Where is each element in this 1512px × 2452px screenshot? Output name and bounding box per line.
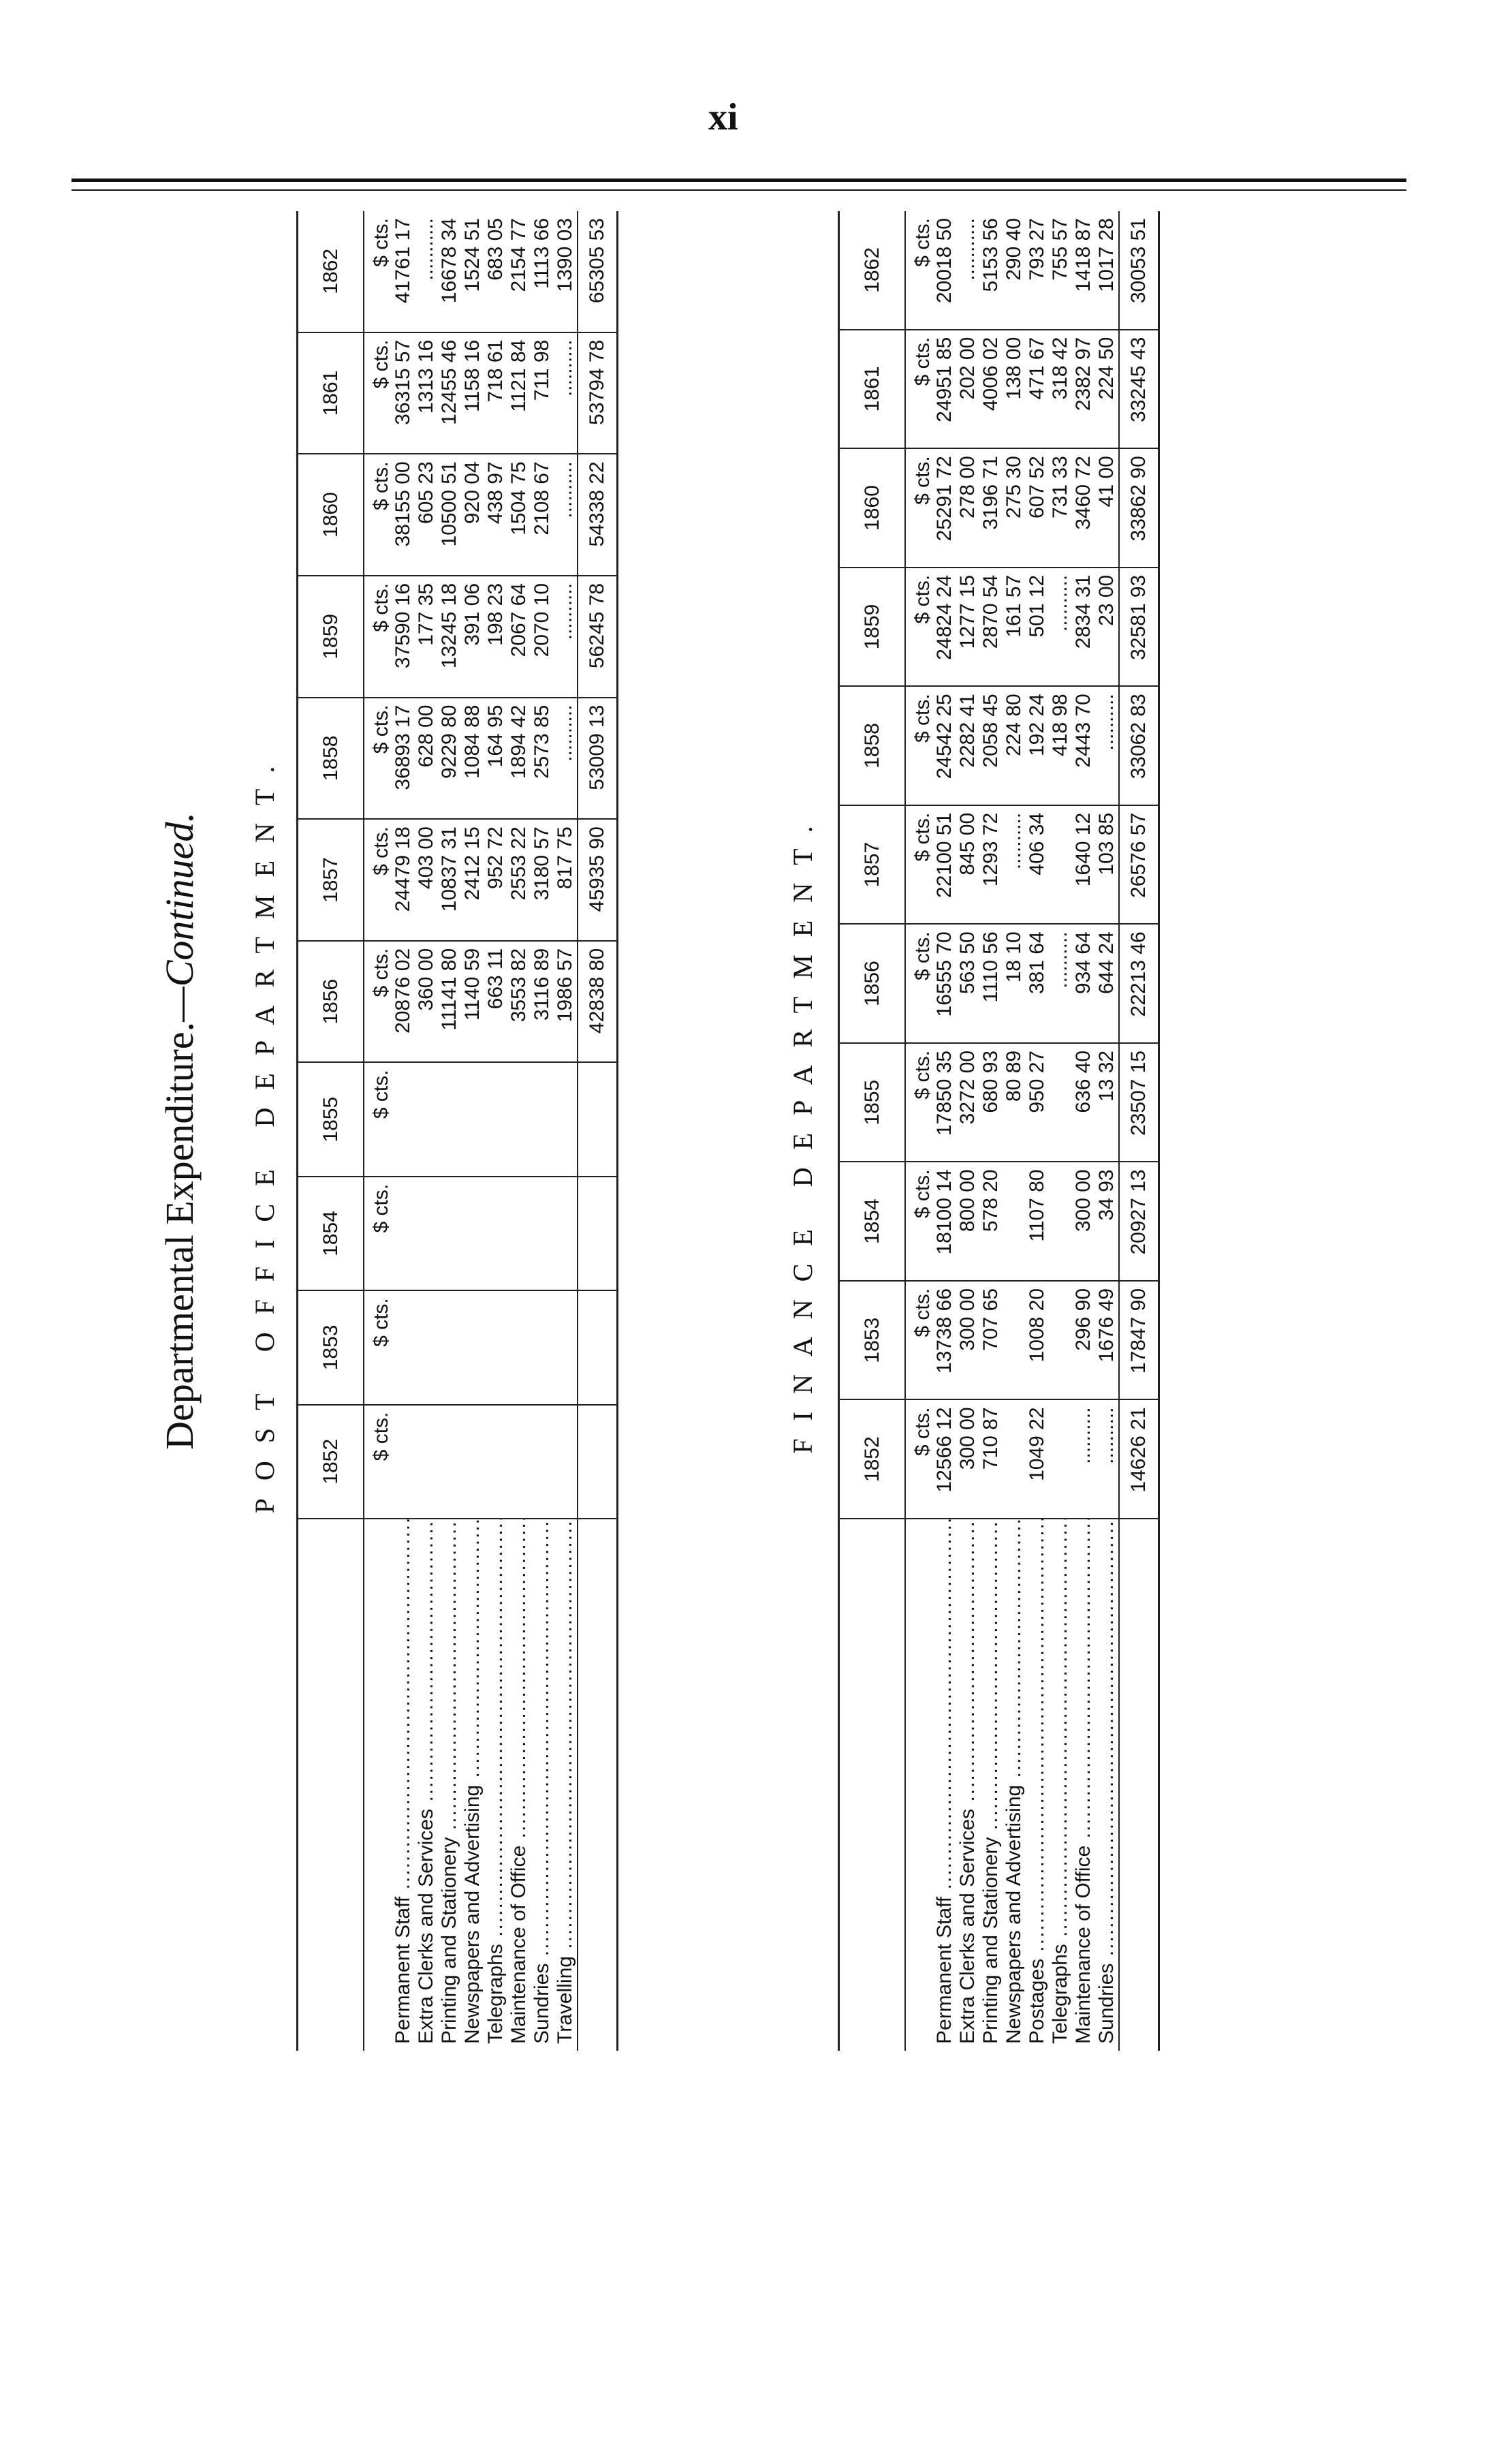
amount-cell: 438 97 — [484, 454, 507, 576]
amount-cell: 1504 75 — [507, 454, 531, 576]
amount-cell: 224 50 — [1095, 330, 1119, 449]
amount-cell: 644 24 — [1095, 924, 1119, 1043]
table-row — [392, 211, 415, 2051]
amount-cell: 24824 24 — [933, 568, 956, 687]
amount-cell: 381 64 — [1026, 924, 1049, 1043]
amount-cell: 37590 16 — [392, 576, 415, 698]
year-header: 1860 — [839, 448, 906, 568]
total-cell: 54338 22 — [578, 454, 618, 576]
row-label: Travelling ..... — [554, 1519, 578, 2051]
year-header: 1857 — [298, 819, 364, 941]
table-row — [461, 211, 484, 2051]
unit-cell: $ cts. — [364, 1062, 392, 1176]
table-row — [956, 211, 979, 2051]
amount-cell: 224 80 — [1003, 686, 1026, 805]
amount-cell — [415, 1177, 438, 1290]
amount-cell: 9229 80 — [438, 698, 461, 820]
amount-cell — [554, 1062, 578, 1176]
title-main: Departmental Expenditure. — [157, 1021, 202, 1450]
amount-cell: 1894 42 — [507, 698, 531, 820]
amount-cell: .......... — [1049, 924, 1072, 1043]
amount-cell: 952 72 — [484, 819, 507, 941]
row-label: Maintenance of Office ..... — [1072, 1519, 1095, 2051]
total-cell: 20927 13 — [1119, 1162, 1159, 1281]
amount-cell: 934 64 — [1072, 924, 1095, 1043]
total-row — [578, 211, 618, 2051]
amount-cell: 2412 15 — [461, 819, 484, 941]
total-cell — [578, 1405, 618, 1519]
total-cell: 14626 21 — [1119, 1399, 1159, 1519]
amount-cell: 17850 35 — [933, 1043, 956, 1162]
amount-cell — [438, 1405, 461, 1519]
amount-cell: 605 23 — [415, 454, 438, 576]
row-label: Maintenance of Office ..... — [507, 1519, 531, 2051]
rotated-table-page — [157, 211, 1451, 2051]
amount-cell — [484, 1177, 507, 1290]
amount-cell: .......... — [554, 698, 578, 820]
amount-cell: 13738 66 — [933, 1281, 956, 1400]
amount-cell: 2108 67 — [531, 454, 554, 576]
amount-cell: 501 12 — [1026, 568, 1049, 687]
amount-cell — [554, 1177, 578, 1290]
amount-cell: 24951 85 — [933, 330, 956, 449]
amount-cell: 683 05 — [484, 211, 507, 332]
unit-row — [905, 211, 933, 2051]
unit-cell: $ cts. — [905, 1399, 933, 1519]
amount-cell: 1277 15 — [956, 568, 979, 687]
amount-cell: .......... — [554, 332, 578, 454]
amount-cell: 38155 00 — [392, 454, 415, 576]
year-header: 1856 — [839, 924, 906, 1043]
row-label: Extra Clerks and Services ..... — [956, 1519, 979, 2051]
total-cell: 17847 90 — [1119, 1281, 1159, 1400]
finance-table — [838, 211, 1160, 2051]
amount-cell: 607 52 — [1026, 448, 1049, 568]
amount-cell: 1676 49 — [1095, 1281, 1119, 1400]
unit-cell: $ cts. — [364, 941, 392, 1063]
table-row — [484, 211, 507, 2051]
amount-cell: 2070 10 — [531, 576, 554, 698]
amount-cell: 636 40 — [1072, 1043, 1095, 1162]
amount-cell — [484, 1405, 507, 1519]
year-header: 1856 — [298, 941, 364, 1063]
amount-cell: 1084 88 — [461, 698, 484, 820]
amount-cell — [1049, 1162, 1072, 1281]
post-office-table — [296, 211, 618, 2051]
unit-cell: $ cts. — [905, 1162, 933, 1281]
year-header: 1860 — [298, 454, 364, 576]
total-cell: 33062 83 — [1119, 686, 1159, 805]
row-label: Sundries ..... — [1095, 1519, 1119, 2051]
year-header: 1855 — [839, 1043, 906, 1162]
row-label: Newspapers and Advertising ..... — [461, 1519, 484, 2051]
amount-cell: 1524 51 — [461, 211, 484, 332]
table-row — [979, 211, 1003, 2051]
unit-cell: $ cts. — [905, 924, 933, 1043]
amount-cell: 418 98 — [1049, 686, 1072, 805]
amount-cell: 2282 41 — [956, 686, 979, 805]
amount-cell — [507, 1177, 531, 1290]
amount-cell: 275 30 — [1003, 448, 1026, 568]
unit-row-label — [364, 1519, 392, 2051]
amount-cell — [531, 1177, 554, 1290]
total-cell: 33245 43 — [1119, 330, 1159, 449]
table-row — [1072, 211, 1095, 2051]
year-header: 1852 — [298, 1405, 364, 1519]
total-cell: 30053 51 — [1119, 211, 1159, 330]
amount-cell: 1293 72 — [979, 805, 1003, 925]
row-label: Sundries ..... — [531, 1519, 554, 2051]
total-cell: 32581 93 — [1119, 568, 1159, 687]
amount-cell: 198 23 — [484, 576, 507, 698]
table-row — [507, 211, 531, 2051]
amount-cell: 24542 25 — [933, 686, 956, 805]
page-title — [157, 211, 202, 2051]
amount-cell: 1418 87 — [1072, 211, 1095, 330]
amount-cell: 800 00 — [956, 1162, 979, 1281]
amount-cell: 11141 80 — [438, 941, 461, 1063]
unit-cell: $ cts. — [905, 330, 933, 449]
amount-cell — [438, 1290, 461, 1404]
amount-cell: 3196 71 — [979, 448, 1003, 568]
year-header: 1855 — [298, 1062, 364, 1176]
amount-cell: 2573 85 — [531, 698, 554, 820]
year-header: 1861 — [298, 332, 364, 454]
amount-cell: 4006 02 — [979, 330, 1003, 449]
amount-cell: 1113 66 — [531, 211, 554, 332]
total-row-label — [1119, 1519, 1159, 2051]
total-row-label — [578, 1519, 618, 2051]
unit-cell: $ cts. — [364, 576, 392, 698]
amount-cell — [1003, 1281, 1026, 1400]
amount-cell: 22100 51 — [933, 805, 956, 925]
amount-cell — [507, 1062, 531, 1176]
total-cell: 22213 46 — [1119, 924, 1159, 1043]
total-cell: 56245 78 — [578, 576, 618, 698]
unit-cell: $ cts. — [364, 1290, 392, 1404]
amount-cell — [484, 1062, 507, 1176]
header-rule-thick — [72, 179, 1406, 182]
amount-cell: 300 00 — [1072, 1162, 1095, 1281]
year-header: 1852 — [839, 1399, 906, 1519]
amount-cell: 403 00 — [415, 819, 438, 941]
year-header: 1854 — [298, 1177, 364, 1290]
year-header-row — [298, 211, 364, 2051]
amount-cell: 2870 54 — [979, 568, 1003, 687]
amount-cell: 950 27 — [1026, 1043, 1049, 1162]
amount-cell — [1003, 1162, 1026, 1281]
table-row — [554, 211, 578, 2051]
amount-cell: 278 00 — [956, 448, 979, 568]
amount-cell: 1017 28 — [1095, 211, 1119, 330]
total-cell: 33862 90 — [1119, 448, 1159, 568]
table-row — [415, 211, 438, 2051]
row-label: Permanent Staff ..... — [392, 1519, 415, 2051]
amount-cell — [461, 1062, 484, 1176]
year-header: 1858 — [298, 698, 364, 820]
total-cell — [578, 1177, 618, 1290]
amount-cell: 406 34 — [1026, 805, 1049, 925]
amount-cell: 3272 00 — [956, 1043, 979, 1162]
amount-cell — [392, 1062, 415, 1176]
unit-cell: $ cts. — [364, 211, 392, 332]
year-header: 1858 — [839, 686, 906, 805]
amount-cell: 731 33 — [1049, 448, 1072, 568]
table-row — [438, 211, 461, 2051]
row-label: Permanent Staff ..... — [933, 1519, 956, 2051]
unit-row — [364, 211, 392, 2051]
amount-cell: 3553 82 — [507, 941, 531, 1063]
amount-cell — [392, 1405, 415, 1519]
amount-cell — [461, 1177, 484, 1290]
unit-cell: $ cts. — [364, 1177, 392, 1290]
total-cell — [578, 1062, 618, 1176]
amount-cell: 2834 31 — [1072, 568, 1095, 687]
amount-cell: .......... — [1049, 568, 1072, 687]
amount-cell: 663 11 — [484, 941, 507, 1063]
amount-cell — [484, 1290, 507, 1404]
amount-cell: 16555 70 — [933, 924, 956, 1043]
amount-cell: 138 00 — [1003, 330, 1026, 449]
amount-cell: 920 04 — [461, 454, 484, 576]
amount-cell: 10837 31 — [438, 819, 461, 941]
year-header: 1862 — [839, 211, 906, 330]
amount-cell — [461, 1405, 484, 1519]
unit-row-label — [905, 1519, 933, 2051]
unit-cell: $ cts. — [364, 698, 392, 820]
unit-cell: $ cts. — [905, 686, 933, 805]
amount-cell: 80 89 — [1003, 1043, 1026, 1162]
row-label: Extra Clerks and Services ..... — [415, 1519, 438, 2051]
amount-cell — [507, 1290, 531, 1404]
amount-cell: .......... — [1072, 1399, 1095, 1519]
amount-cell — [392, 1290, 415, 1404]
amount-cell: 2553 22 — [507, 819, 531, 941]
amount-cell: 41 00 — [1095, 448, 1119, 568]
unit-cell: $ cts. — [905, 211, 933, 330]
amount-cell: 2154 77 — [507, 211, 531, 332]
year-header: 1857 — [839, 805, 906, 925]
table-row — [1049, 211, 1072, 2051]
amount-cell: 318 42 — [1049, 330, 1072, 449]
amount-cell: 36893 17 — [392, 698, 415, 820]
amount-cell: 1390 03 — [554, 211, 578, 332]
amount-cell — [438, 1177, 461, 1290]
amount-cell: 1107 80 — [1026, 1162, 1049, 1281]
row-label: Postages ..... — [1026, 1519, 1049, 2051]
post-office-heading: POST OFFICE DEPARTMENT. — [249, 748, 280, 1514]
amount-cell: .......... — [1095, 1399, 1119, 1519]
amount-cell: 1313 16 — [415, 332, 438, 454]
amount-cell: .......... — [554, 576, 578, 698]
total-row — [1119, 211, 1159, 2051]
year-header-row — [839, 211, 906, 2051]
amount-cell — [507, 1405, 531, 1519]
amount-cell: 1110 56 — [979, 924, 1003, 1043]
title-continued: —Continued. — [157, 812, 202, 1022]
label-column-header — [298, 1519, 364, 2051]
amount-cell: 360 00 — [415, 941, 438, 1063]
amount-cell: 103 85 — [1095, 805, 1119, 925]
amount-cell: 20876 02 — [392, 941, 415, 1063]
amount-cell: 20018 50 — [933, 211, 956, 330]
amount-cell: 41761 17 — [392, 211, 415, 332]
amount-cell — [531, 1405, 554, 1519]
amount-cell: 34 93 — [1095, 1162, 1119, 1281]
amount-cell: 161 57 — [1003, 568, 1026, 687]
table-row — [531, 211, 554, 2051]
amount-cell: 391 06 — [461, 576, 484, 698]
unit-cell: $ cts. — [905, 568, 933, 687]
amount-cell: 192 24 — [1026, 686, 1049, 805]
amount-cell: 578 20 — [979, 1162, 1003, 1281]
header-rule-thin — [72, 189, 1406, 191]
amount-cell: 2058 45 — [979, 686, 1003, 805]
label-column-header — [839, 1519, 906, 2051]
amount-cell: 2443 70 — [1072, 686, 1095, 805]
amount-cell: 711 98 — [531, 332, 554, 454]
amount-cell: 3180 57 — [531, 819, 554, 941]
year-header: 1854 — [839, 1162, 906, 1281]
amount-cell: 13 32 — [1095, 1043, 1119, 1162]
year-header: 1859 — [298, 576, 364, 698]
amount-cell: 2382 97 — [1072, 330, 1095, 449]
amount-cell: 3116 89 — [531, 941, 554, 1063]
amount-cell: 296 90 — [1072, 1281, 1095, 1400]
amount-cell: 1158 16 — [461, 332, 484, 454]
amount-cell: 25291 72 — [933, 448, 956, 568]
amount-cell: 18100 14 — [933, 1162, 956, 1281]
unit-cell: $ cts. — [364, 819, 392, 941]
row-label: Newspapers and Advertising ..... — [1003, 1519, 1026, 2051]
amount-cell — [1049, 805, 1072, 925]
amount-cell: 680 93 — [979, 1043, 1003, 1162]
total-cell: 53009 13 — [578, 698, 618, 820]
amount-cell — [531, 1062, 554, 1176]
amount-cell: 718 61 — [484, 332, 507, 454]
total-cell — [578, 1290, 618, 1404]
amount-cell — [1049, 1399, 1072, 1519]
amount-cell — [1049, 1281, 1072, 1400]
amount-cell: ........... — [415, 211, 438, 332]
unit-cell: $ cts. — [905, 448, 933, 568]
unit-cell: $ cts. — [905, 1281, 933, 1400]
table-row — [1003, 211, 1026, 2051]
amount-cell: .......... — [554, 454, 578, 576]
year-header: 1859 — [839, 568, 906, 687]
amount-cell: 628 00 — [415, 698, 438, 820]
year-header: 1862 — [298, 211, 364, 332]
row-label: Printing and Stationery ..... — [438, 1519, 461, 2051]
amount-cell: 10500 51 — [438, 454, 461, 576]
amount-cell: 710 87 — [979, 1399, 1003, 1519]
amount-cell: .......... — [1003, 805, 1026, 925]
unit-cell: $ cts. — [905, 1043, 933, 1162]
amount-cell: 471 67 — [1026, 330, 1049, 449]
amount-cell: 300 00 — [956, 1399, 979, 1519]
page-number: xi — [708, 96, 738, 138]
finance-heading: FINANCE DEPARTMENT. — [787, 808, 818, 1454]
amount-cell: 290 40 — [1003, 211, 1026, 330]
table-row — [933, 211, 956, 2051]
amount-cell: 793 27 — [1026, 211, 1049, 330]
amount-cell: 12566 12 — [933, 1399, 956, 1519]
amount-cell — [554, 1405, 578, 1519]
amount-cell: 1049 22 — [1026, 1399, 1049, 1519]
amount-cell: 707 65 — [979, 1281, 1003, 1400]
amount-cell: 164 95 — [484, 698, 507, 820]
amount-cell — [415, 1290, 438, 1404]
total-cell: 53794 78 — [578, 332, 618, 454]
total-cell: 42838 80 — [578, 941, 618, 1063]
amount-cell: 13245 18 — [438, 576, 461, 698]
amount-cell — [1003, 1399, 1026, 1519]
amount-cell: 1640 12 — [1072, 805, 1095, 925]
amount-cell: 817 75 — [554, 819, 578, 941]
year-header: 1861 — [839, 330, 906, 449]
amount-cell: 3460 72 — [1072, 448, 1095, 568]
amount-cell: 24479 18 — [392, 819, 415, 941]
unit-cell: $ cts. — [905, 805, 933, 925]
amount-cell — [415, 1405, 438, 1519]
amount-cell: 1986 57 — [554, 941, 578, 1063]
unit-cell: $ cts. — [364, 454, 392, 576]
amount-cell: 1008 20 — [1026, 1281, 1049, 1400]
row-label: Telegraphs ..... — [484, 1519, 507, 2051]
amount-cell — [1049, 1043, 1072, 1162]
amount-cell — [415, 1062, 438, 1176]
amount-cell — [554, 1290, 578, 1404]
amount-cell: ........... — [956, 211, 979, 330]
amount-cell: 300 00 — [956, 1281, 979, 1400]
year-header: 1853 — [839, 1281, 906, 1400]
total-cell: 23507 15 — [1119, 1043, 1159, 1162]
total-cell: 26576 57 — [1119, 805, 1159, 925]
amount-cell: 36315 57 — [392, 332, 415, 454]
year-header: 1853 — [298, 1290, 364, 1404]
amount-cell: 755 57 — [1049, 211, 1072, 330]
total-cell: 65305 53 — [578, 211, 618, 332]
row-label: Telegraphs ..... — [1049, 1519, 1072, 2051]
row-label: Printing and Stationery ..... — [979, 1519, 1003, 2051]
amount-cell: 177 35 — [415, 576, 438, 698]
table-row — [1026, 211, 1049, 2051]
amount-cell: 1121 84 — [507, 332, 531, 454]
amount-cell — [438, 1062, 461, 1176]
amount-cell: 5153 56 — [979, 211, 1003, 330]
amount-cell: 23 00 — [1095, 568, 1119, 687]
table-row — [1095, 211, 1119, 2051]
amount-cell: 2067 64 — [507, 576, 531, 698]
amount-cell: 12455 46 — [438, 332, 461, 454]
unit-cell: $ cts. — [364, 1405, 392, 1519]
total-cell: 45935 90 — [578, 819, 618, 941]
amount-cell — [461, 1290, 484, 1404]
amount-cell: 18 10 — [1003, 924, 1026, 1043]
unit-cell: $ cts. — [364, 332, 392, 454]
amount-cell — [531, 1290, 554, 1404]
amount-cell — [392, 1177, 415, 1290]
amount-cell: 202 00 — [956, 330, 979, 449]
amount-cell: .......... — [1095, 686, 1119, 805]
amount-cell: 845 00 — [956, 805, 979, 925]
amount-cell: 1140 59 — [461, 941, 484, 1063]
amount-cell: 563 50 — [956, 924, 979, 1043]
amount-cell: 16678 34 — [438, 211, 461, 332]
